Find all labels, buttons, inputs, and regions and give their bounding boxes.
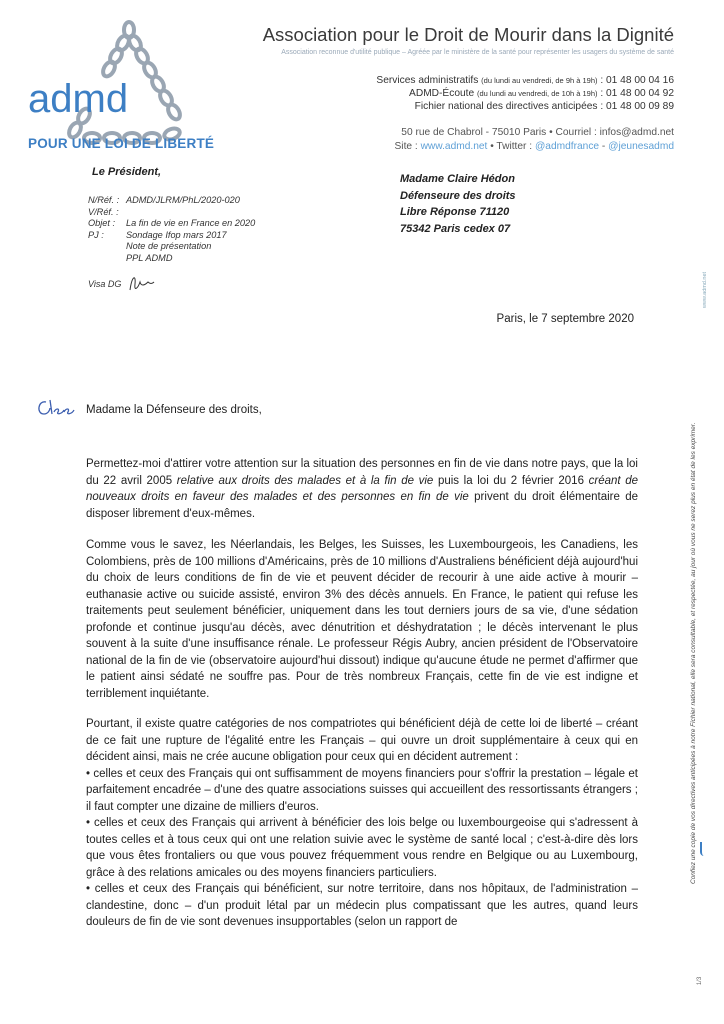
logo-tagline: POUR UNE LOI DE LIBERTÉ [28,136,215,151]
recipient-line: 75342 Paris cedex 07 [400,222,511,235]
letter-date: Paris, le 7 septembre 2020 [496,313,634,325]
paragraph-3 [86,716,638,931]
visa-signature-icon [126,272,156,294]
ref-row: N/Réf. : ADMD/JLRM/PhL/2020-020 [88,195,240,205]
ref-row: PPL ADMD [126,252,173,263]
handwritten-initials-icon [34,396,80,420]
web-social-line: Site : www.admd.net • Twitter : @admdfrance - @jeunesadmd [394,141,674,152]
paragraph-2: Comme vous le savez, les Néerlandais, les Belges, les Suisses, les Luxembourgeois, les Canadiens, les Colombiens, près de 100 millions d'Américains, près de 10 millions d'Australiens bénéficient déjà aujourd'hui du choix de leurs conditions de fin de vie et peuvent décider de recourir à une aide active à mourir – euthanasie active ou suicide assisté, environ 3% des décès annuels. En France, le patient qui refuse les traitements peut seulement bénéficier, uniquement dans les tout derniers jours de sa vie, d'une sédation profonde et continue jusqu'au décès, avec dénutrition et déshydratation ; le décès intervenant le plus souvent à la suite d'une insuffisance rénale. Le professeur Régis Aubry, ancien président de l'Observatoire national de la fin de vie (observatoire aujourd'hui dissout) indique qu'aucune étude ne permet d'affirmer que le patient ainsi sédaté ne souffre pas. Pour de très nombreux Français, cette fin de vie est indigne et terriblement inquiétante. [86,539,638,700]
contact-line: Services administratifs (du lundi au vendredi, de 9h à 19h) : 01 48 00 04 16 [376,75,674,86]
bullet-item: • celles et ceux des Français qui arrivent à bénéficier des lois belge ou luxembourgeoise qui s'adressent à toutes celles et à tous ceux qui ont une relation suivie avec le système de santé local ; c'est-à-dire dès lors que vous êtes frontaliers ou que vous pouvez fréquemment vous rendre en Belgique ou au Luxembourg, grâce à des relations amicales ou des moyens financiers particuliers. [86,817,638,879]
svg-text:admd: admd [28,77,129,121]
recipient-address [400,171,516,237]
recipient-line: Libre Réponse 71120 [400,206,510,218]
phone-number[interactable]: : 01 48 00 09 89 [600,101,674,113]
organization-subtitle: Association reconnue d'utilité publique – Agréée par le ministère de la santé pour représenter les usagers du système de santé [281,49,674,56]
paragraph-3-intro: Pourtant, il existe quatre catégories de nos compatriotes qui bénéficient déjà de cette loi de liberté – créant de ce fait une rupture de l'égalité entre les Français – qui ouvre un droit supplémentaire à ceux qui en décident ainsi, mais ne crée aucune obligation pour ceux qui en décident autrement : [86,718,638,763]
phone-number[interactable]: : 01 48 00 04 16 [600,75,674,86]
website-link[interactable]: www.admd.net [420,141,488,152]
ref-row: Objet : La fin de vie en France en 2020 [88,218,256,228]
recipient-line: Madame Claire Hédon [400,173,515,185]
margin-website-link[interactable]: www.admd.net [702,271,708,308]
margin-bracket-mark [700,842,708,856]
contact-line: Fichier national des directives anticipées : 01 48 00 09 89 [414,101,674,113]
ref-row: PJ : Sondage Ifop mars 2017 [88,229,227,240]
ref-row: V/Réf. : [88,206,119,217]
paragraph-1: Permettez-moi d'attirer votre attention sur la situation des personnes en fin de vie dans notre pays, que la loi du 22 avril 2005 relative aux droits des malades et à la fin de vie puis la loi du 2 février 2016 créant de nouveaux droits en faveur des malades et des personnes en fin de vie privent du droit élémentaire de disposer librement d'eux-mêmes. [86,458,638,520]
phone-number[interactable]: : 01 48 00 04 92 [600,88,674,100]
visa-label: Visa DG [88,279,122,289]
twitter-link-admdfrance[interactable]: @admdfrance [534,141,600,152]
salutation: Madame la Défenseure des droits, [86,404,262,416]
contact-line: ADMD-Écoute (du lundi au vendredi, de 10h à 19h) : 01 48 00 04 92 [409,88,674,100]
sender-title: Le Président, [92,166,162,178]
postal-address: 50 rue de Chabrol - 75010 Paris • Courriel : infos@admd.net Site : www.admd.net • Twitter : @admdfrance - @jeunesadmd [394,127,674,152]
contact-phones [376,74,674,114]
bullet-item: • celles et ceux des Français qui bénéficient, sur notre territoire, dans nos hôpitaux, de l'administration – clandestine, donc – d'un produit létal par un médecin plus compatissant que les autres, quand leurs douleurs de fin de vie sont devenues insupportables (selon un rapport de [86,883,638,928]
recipient-line: Défenseure des droits [400,189,516,202]
ref-row: Note de présentation [126,241,212,251]
margin-vertical-note: Confiez une copie de vos directives anticipées à notre Fichier national, elle sera consultable, et respectée, au jour où vous ne serez plus en état de les exprimer. [690,422,697,884]
bullet-item: • celles et ceux des Français qui ont suffisamment de moyens financiers pour s'offrir la prestation – légale et parfaitement encadrée – d'une des quatre associations suisses qui accueillent des ressortissants étrangers ; il faut compter une dizaine de milliers d'euros. [86,767,638,813]
twitter-link-jeunesadmd[interactable]: @jeunesadmd [608,141,674,152]
reference-block [88,195,255,264]
organization-name: Association pour le Droit de Mourir dans la Dignité [262,24,674,45]
page-number: 1/3 [697,976,704,986]
